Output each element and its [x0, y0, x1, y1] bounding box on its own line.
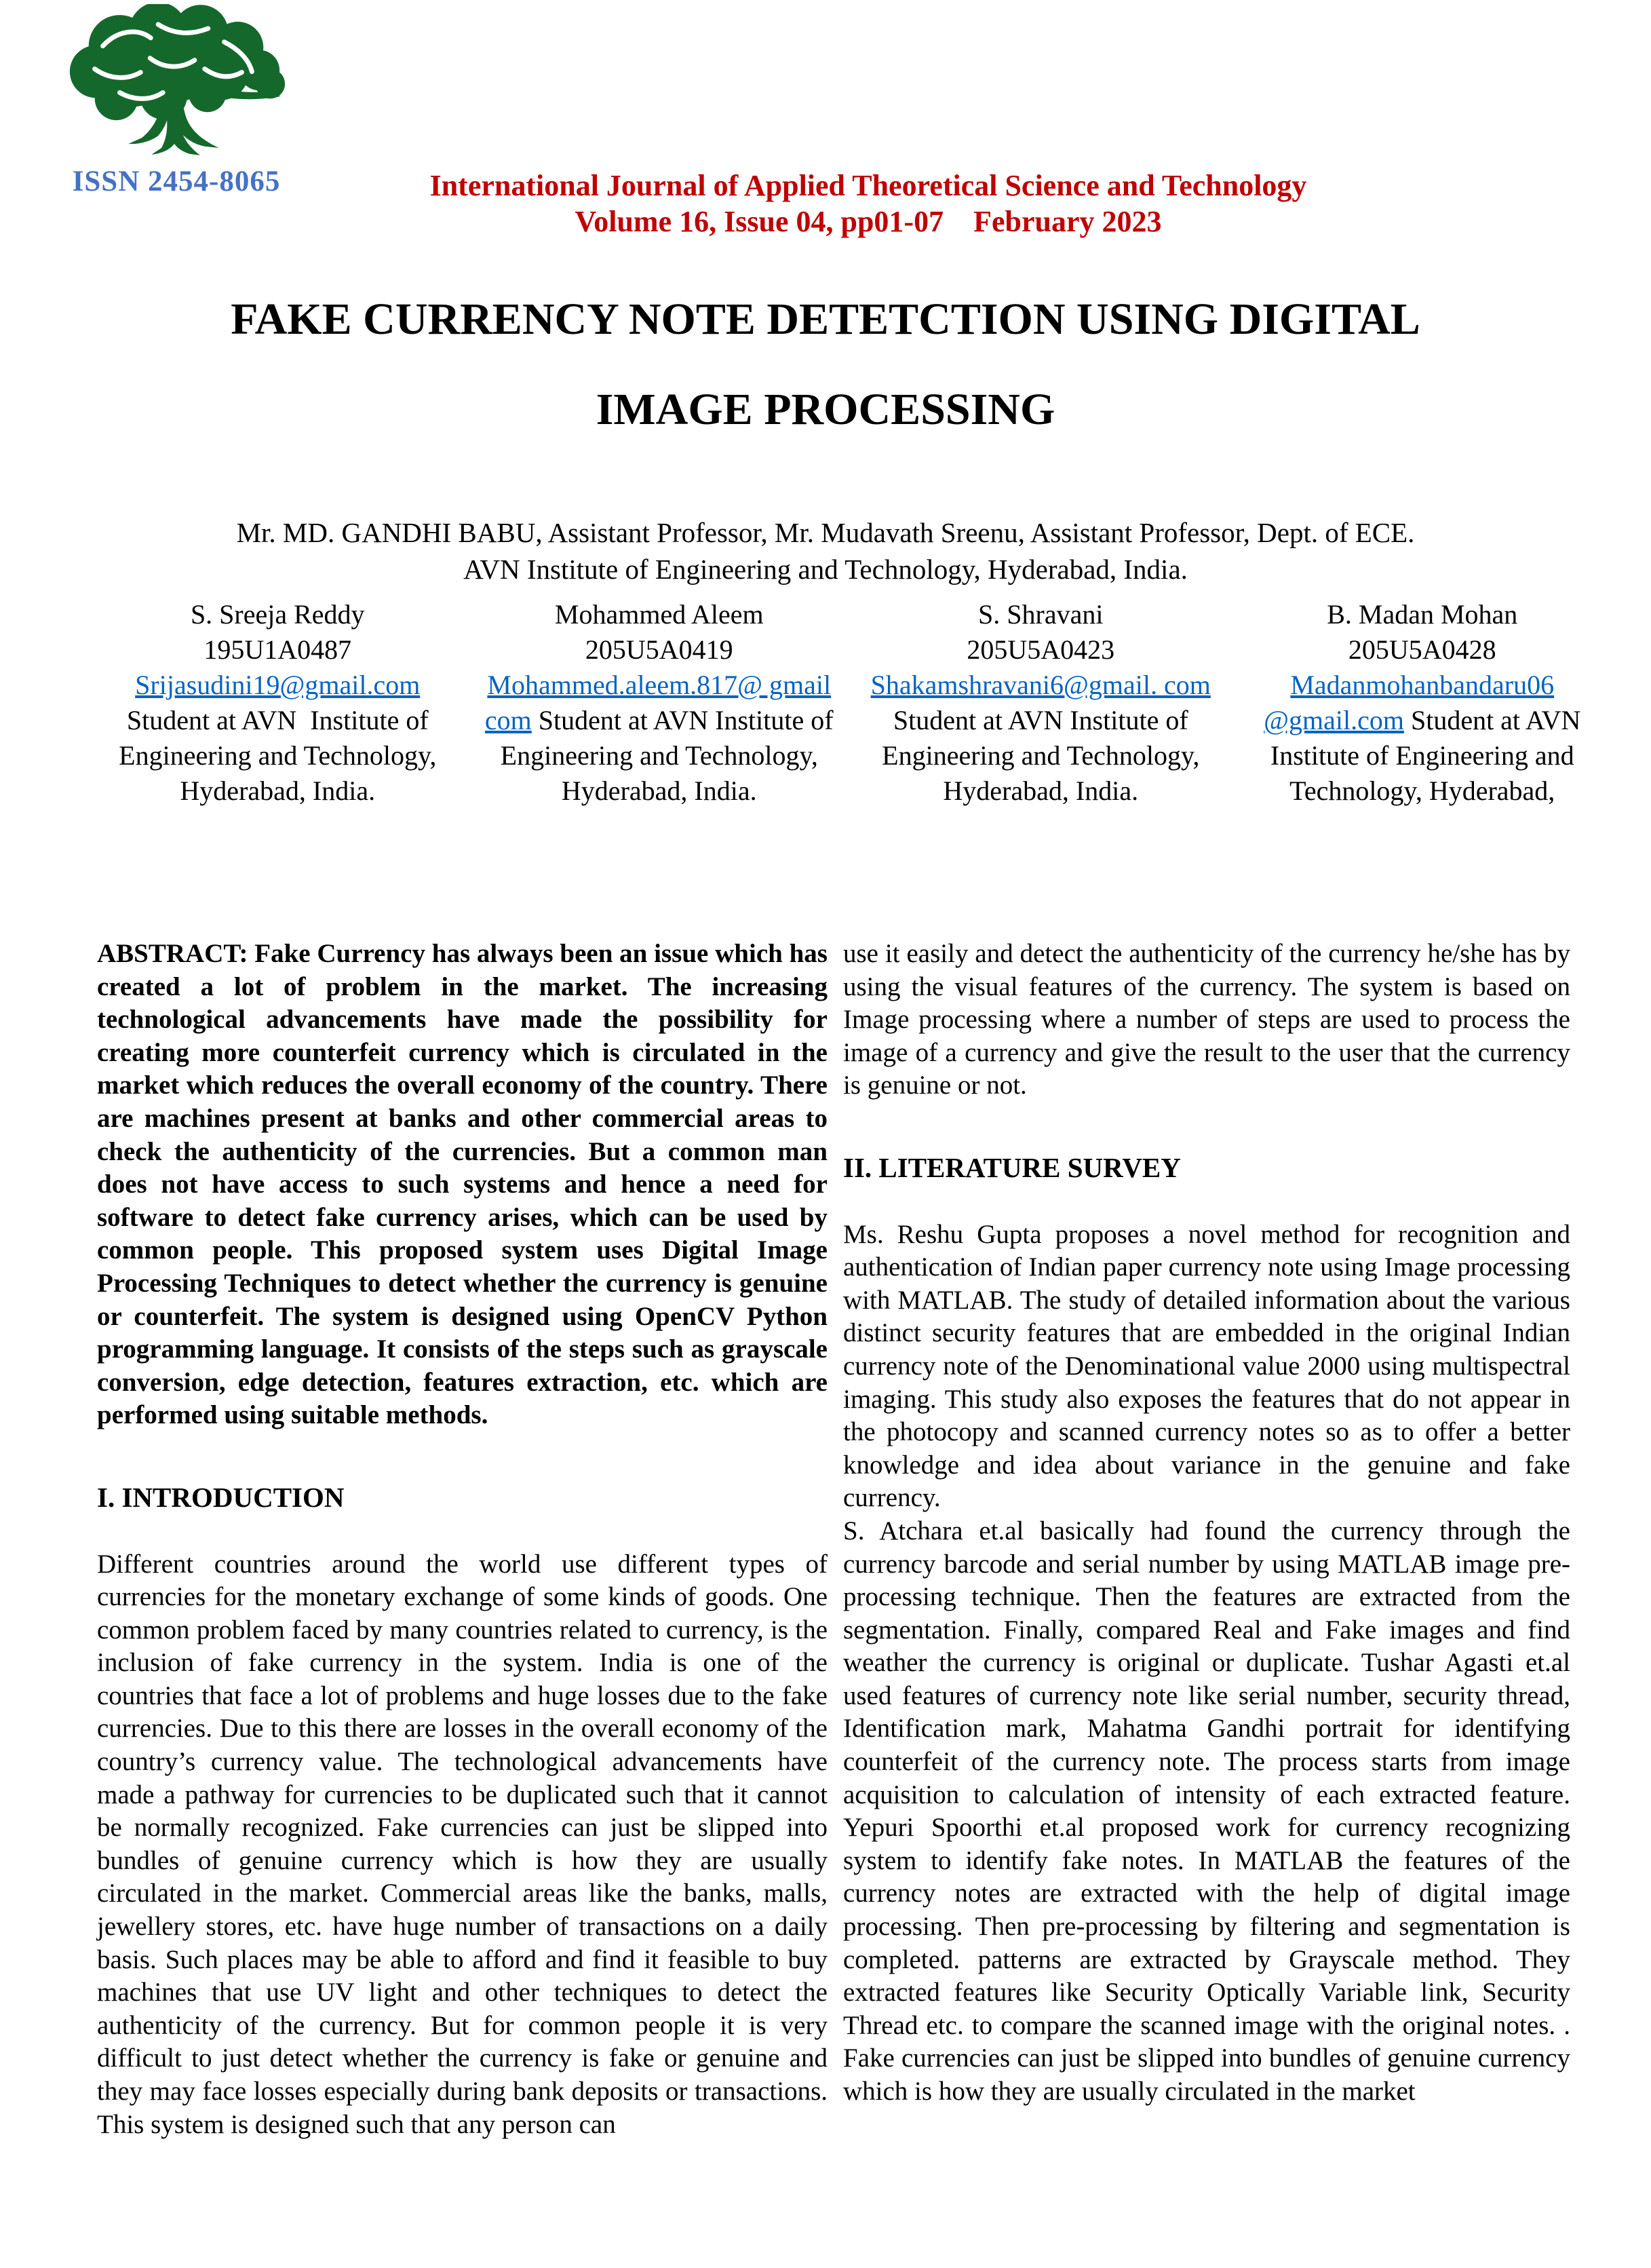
- author-desc: Student at AVN Institute of Engineering and Technology, Hyderabad,: [1270, 705, 1581, 806]
- authors-row: [87, 597, 1613, 809]
- author-block: [1232, 597, 1614, 809]
- paper-title-line1: FAKE CURRENCY NOTE DETETCTION USING DIGITAL: [231, 294, 1420, 344]
- left-column: [97, 938, 828, 2141]
- journal-title-line: International Journal of Applied Theoretical Science and Technology: [429, 169, 1307, 202]
- paper-title: [47, 274, 1604, 455]
- introduction-continued-paragraph: use it easily and detect the authenticity of the currency he/she has by using the visual features of the currency. The system is based on Image processing where a number of steps are used to process the image of a currency and give the result to the user that the currency is genuine or not.: [843, 939, 1570, 1100]
- author-contact: [1243, 668, 1603, 809]
- literature-survey-paragraph-2: S. Atchara et.al basically had found the currency through the currency barcode and serial number by using MATLAB image pre-processing technique. Then the features are extracted from the segmentation. Finally, compared Real and Fake images and find weather the currency is original or duplicate. Tushar Agasti et.al used features of currency note like serial number, security thread, Identification mark, Mahatma Gandhi portrait for identifying counterfeit of the currency note. The process starts from image acquisition to calculation of intensity of each extracted feature. Yepuri Spoorthi et.al proposed work for currency recognizing system to identify fake notes. In MATLAB the features of the currency notes are extracted with the help of digital image processing. Then pre-processing by filtering and segmentation is completed. patterns are extracted by Grayscale method. They extracted features like Security Optically Variable link, Security Thread etc. to compare the scanned image with the original notes. . Fake currencies can just be slipped into bundles of genuine currency which is how they are usually circulated in the market: [843, 1516, 1570, 2106]
- tree-brain-icon: [56, 4, 298, 163]
- journal-logo: [56, 4, 298, 163]
- abstract-paragraph: ABSTRACT: Fake Currency has always been an issue which has created a lot of problem in the market. The increasing technological advancements have made the possibility for creating more counterfeit currency which is circulated in the market which reduces the overall economy of the country. There are machines present at banks and other commercial areas to check the authenticity of the currencies. But a common man does not have access to such systems and hence a need for software to detect fake currency arises, which can be used by common people. This proposed system uses Digital Image Processing Techniques to detect whether the currency is genuine or counterfeit. The system is designed using OpenCV Python programming language. It consists of the steps such as grayscale conversion, edge detection, features extraction, etc. which are performed using suitable methods.: [97, 939, 828, 1430]
- affiliation-block: [113, 514, 1538, 588]
- author-name: S. Shravani: [978, 599, 1104, 630]
- introduction-paragraph: Different countries around the world use different types of currencies for the monetary exchange of some kinds of goods. One common problem faced by many countries related to currency, is the inclusion of fake currency in the system. India is one of the countries that face a lot of problems and huge losses due to the fake currencies. Due to this there are losses in the overall economy of the country’s currency value. The technological advancements have made a pathway for currencies to be duplicated such that it cannot be normally recognized. Fake currencies can just be slipped into bundles of genuine currency which is how they are usually circulated in the market. Commercial areas like the banks, malls, jewellery stores, etc. have huge number of transactions on a daily basis. Such places may be able to afford and find it feasible to buy machines that use UV light and other techniques to detect the authenticity of the currency. But for common people it is very difficult to just detect whether the currency is fake or genuine and they may face losses especially during bank deposits or transactions. This system is designed such that any person can: [97, 1549, 828, 2139]
- author-contact: [480, 668, 840, 809]
- literature-survey-heading: II. LITERATURE SURVEY: [843, 1151, 1181, 1183]
- literature-survey-paragraph-1: Ms. Reshu Gupta proposes a novel method for recognition and authentication of Indian paper currency note using Image processing with MATLAB. The study of detailed information about the various distinct security features that are embedded in the original Indian currency note of the Denominational value 2000 using multispectral imaging. This study also exposes the features that do not appear in the photocopy and scanned currency notes so as to offer a better knowledge and idea about variance in the genuine and fake currency.: [843, 1219, 1570, 1513]
- author-id: 205U5A0419: [585, 634, 733, 665]
- author-email-link[interactable]: Srijasudini19@gmail.com: [135, 670, 421, 700]
- author-id: 195U1A0487: [203, 634, 352, 665]
- journal-volume-line: Volume 16, Issue 04, pp01-07 February 2023: [575, 205, 1162, 238]
- author-block: [87, 597, 469, 809]
- author-desc: Student at AVN Institute of Engineering and Technology, Hyderabad, India.: [882, 705, 1200, 806]
- author-contact: [861, 668, 1221, 809]
- journal-header: [190, 168, 1547, 239]
- author-id: 205U5A0423: [967, 634, 1115, 665]
- author-block: [469, 597, 851, 809]
- author-email-link[interactable]: Madanmohanbandaru06 @gmail.com: [1264, 670, 1555, 735]
- issn-label: ISSN 2454-8065: [72, 166, 281, 197]
- author-name: B. Madan Mohan: [1327, 599, 1518, 630]
- introduction-heading: I. INTRODUCTION: [97, 1481, 345, 1513]
- author-id: 205U5A0428: [1348, 634, 1496, 665]
- affiliation-line1: Mr. MD. GANDHI BABU, Assistant Professor, Mr. Mudavath Sreenu, Assistant Professor, Dept. of ECE.: [236, 517, 1415, 548]
- affiliation-line2: AVN Institute of Engineering and Technology, Hyderabad, India.: [463, 554, 1188, 585]
- author-email-link[interactable]: Shakamshravani6@gmail. com: [870, 670, 1211, 700]
- author-block: [850, 597, 1232, 809]
- right-column: [843, 938, 1570, 2109]
- paper-title-line2: IMAGE PROCESSING: [596, 385, 1055, 434]
- author-name: S. Sreeja Reddy: [190, 599, 365, 630]
- author-desc: Student at AVN Institute of Engineering and Technology, Hyderabad, India.: [119, 705, 437, 806]
- author-contact: [98, 668, 458, 809]
- author-name: Mohammed Aleem: [554, 599, 764, 630]
- author-email-link[interactable]: Mohammed.aleem.817@ gmail com: [484, 670, 832, 735]
- author-desc: Student at AVN Institute of Engineering and Technology, Hyderabad, India.: [500, 705, 834, 806]
